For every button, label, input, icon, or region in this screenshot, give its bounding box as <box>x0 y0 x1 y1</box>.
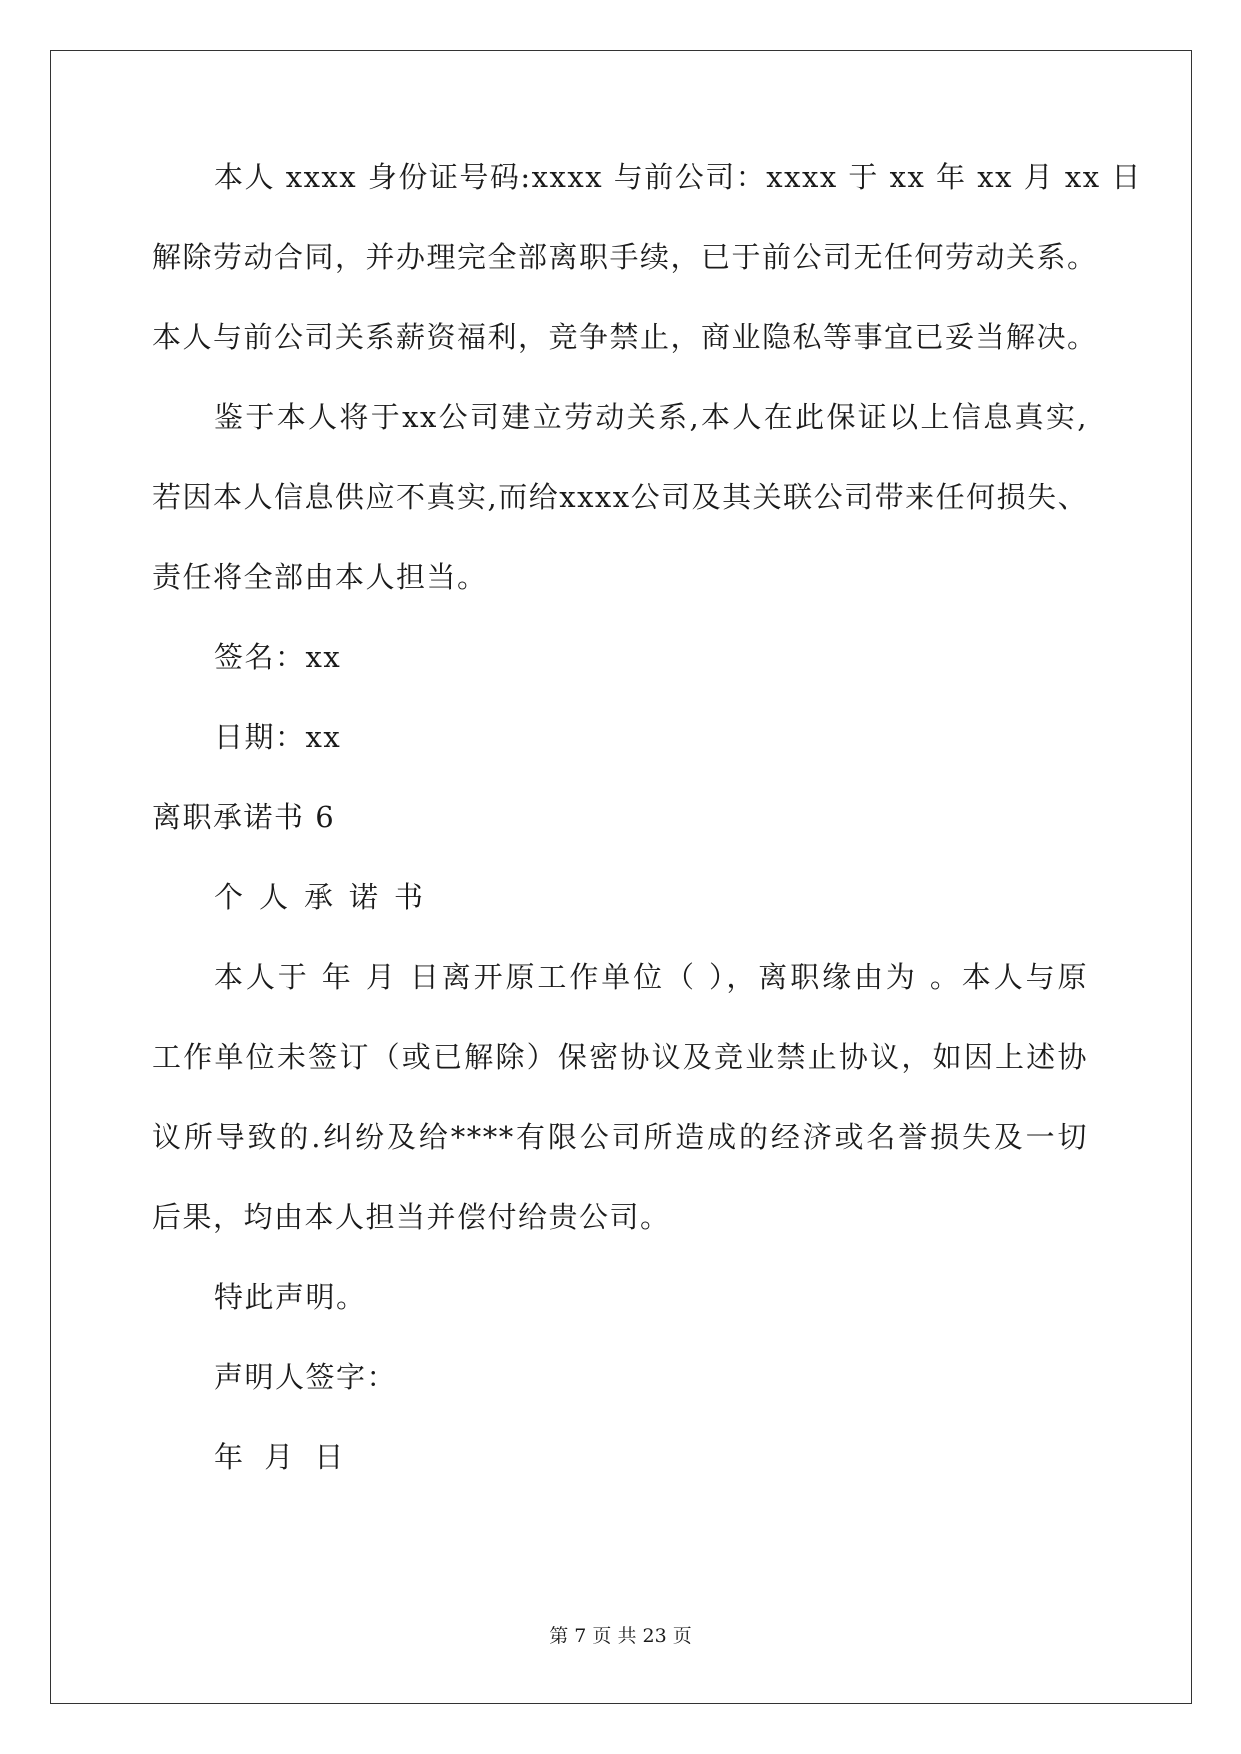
subtitle: 个人承诺书 <box>214 880 440 914</box>
paragraph-2-line-2: 若因本人信息供应不真实,而给xxxx公司及其关联公司带来任何损失、 <box>152 480 1089 514</box>
page-footer: 第 7 页 共 23 页 <box>549 1625 692 1647</box>
declaration: 特此声明。 <box>214 1280 367 1314</box>
paragraph-1-line-3: 本人与前公司关系薪资福利，竞争禁止，商业隐私等事宜已妥当解决。 <box>152 320 1098 354</box>
section-heading: 离职承诺书 6 <box>152 800 336 834</box>
paragraph-1-line-1: 本人 xxxx 身份证号码:xxxx 与前公司：xxxx 于 xx 年 xx 月 xx 日 <box>214 160 1142 194</box>
paragraph-1-line-2: 解除劳动合同，并办理完全部离职手续，已于前公司无任何劳动关系。 <box>152 240 1098 274</box>
declarant-signature: 声明人签字： <box>214 1360 398 1394</box>
signature-line: 签名：xx <box>214 640 342 674</box>
date-line: 年 月 日 <box>214 1440 350 1474</box>
paragraph-3-line-4: 后果，均由本人担当并偿付给贵公司。 <box>152 1200 671 1234</box>
paragraph-2-line-3: 责任将全部由本人担当。 <box>152 560 488 594</box>
paragraph-2-line-1: 鉴于本人将于xx公司建立劳动关系,本人在此保证以上信息真实, <box>214 400 1088 434</box>
paragraph-3-line-2: 工作单位未签订（或已解除）保密协议及竞业禁止协议，如因上述协 <box>152 1040 1088 1074</box>
date-field: 日期：xx <box>214 720 342 754</box>
paragraph-3-line-3: 议所导致的.纠纷及给****有限公司所造成的经济或名誉损失及一切 <box>152 1120 1088 1154</box>
paragraph-3-line-1: 本人于 年 月 日离开原工作单位（ ），离职缘由为 。本人与原 <box>214 960 1088 994</box>
